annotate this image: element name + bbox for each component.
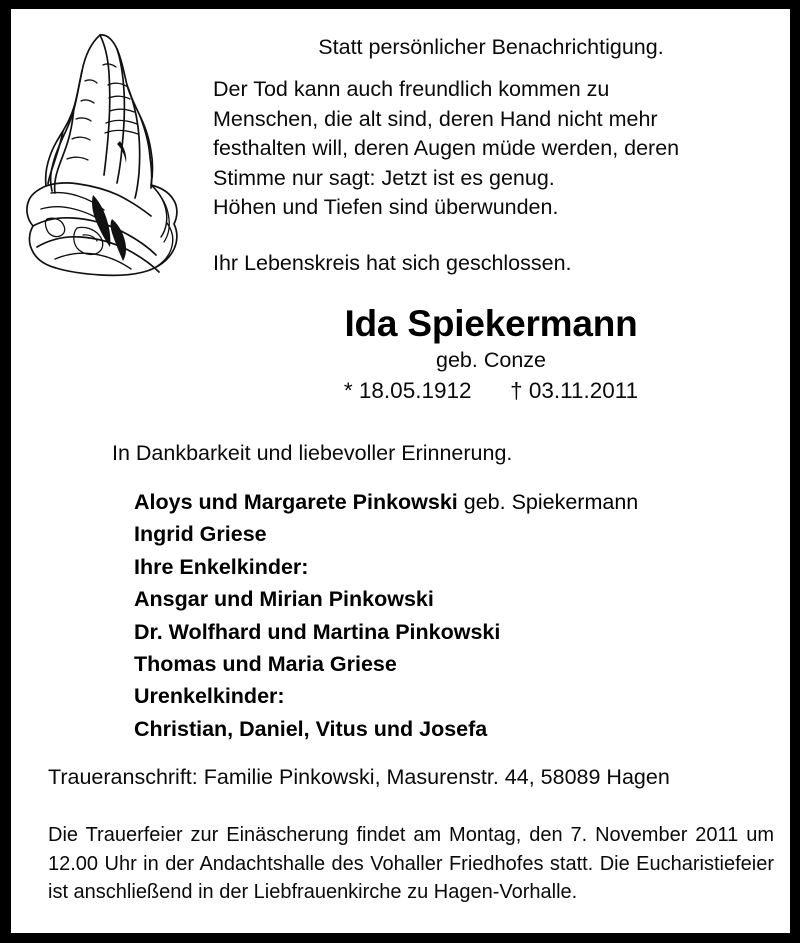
verse-line: Menschen, die alt sind, deren Hand nicht mehr (213, 106, 658, 131)
death-date: 03.11.2011 (528, 378, 639, 403)
praying-hands-icon (17, 23, 185, 293)
closing-line: Ihr Lebenskreis hat sich geschlossen. (213, 251, 572, 275)
survivor-row (134, 583, 790, 615)
deceased-block (191, 303, 790, 407)
verse-line: Höhen und Tiefen sind überwunden. (213, 195, 559, 219)
verse-line: festhalten will, deren Augen müde werden, deren (213, 136, 680, 160)
deceased-name: Ida Spiekermann (344, 303, 638, 344)
verse-line: Stimme nur sagt: Jetzt ist es genug. (213, 165, 555, 190)
notice-headline: Statt persönlicher Benachrichtigung. (318, 35, 664, 59)
mourning-address: Traueranschrift: Familie Pinkowski, Masurenstr. 44, 58089 Hagen (48, 765, 670, 789)
survivor-row (134, 680, 790, 712)
verse-block (213, 75, 790, 223)
deceased-maiden-name: geb. Conze (436, 348, 546, 372)
service-details: Die Trauerfeier zur Einäscherung findet am Montag, den 7. November 2011 um 12.00 Uhr in der Andachtshalle des Vohaller Friedhofes statt. Die Eucharistiefeier ist anschließend in der Liebfrauenkirche zu Hagen-Vorhalle. (48, 824, 774, 903)
verse-line: Der Tod kann auch freundlich kommen zu (213, 77, 610, 101)
survivor-row (134, 551, 790, 583)
survivor-name: Ansgar und Mirian Pinkowski (134, 587, 434, 612)
survivor-name: Aloys und Margarete Pinkowski (134, 490, 458, 514)
survivor-name: Ihre Enkelkinder: (134, 554, 309, 579)
survivor-row (134, 648, 790, 680)
notice-sheet (11, 9, 790, 933)
survivor-row (134, 713, 790, 745)
death-symbol: † (510, 378, 523, 403)
survivor-name: Ingrid Griese (134, 522, 267, 547)
survivor-row (134, 518, 790, 550)
survivors-list (134, 486, 790, 745)
survivor-row (134, 616, 790, 648)
birth-symbol: * (343, 378, 353, 403)
memory-line: In Dankbarkeit und liebevoller Erinnerung. (112, 441, 513, 465)
survivor-name: Thomas und Maria Griese (134, 652, 397, 677)
survivor-name: Christian, Daniel, Vitus und Josefa (134, 716, 488, 741)
birth-date: 18.05.1912 (358, 378, 472, 403)
survivor-name: Urenkelkinder: (134, 684, 285, 709)
survivor-name: Dr. Wolfhard und Martina Pinkowski (134, 619, 501, 644)
survivor-row (134, 486, 790, 518)
survivor-note: geb. Spiekermann (457, 490, 639, 514)
life-dates (191, 375, 790, 407)
